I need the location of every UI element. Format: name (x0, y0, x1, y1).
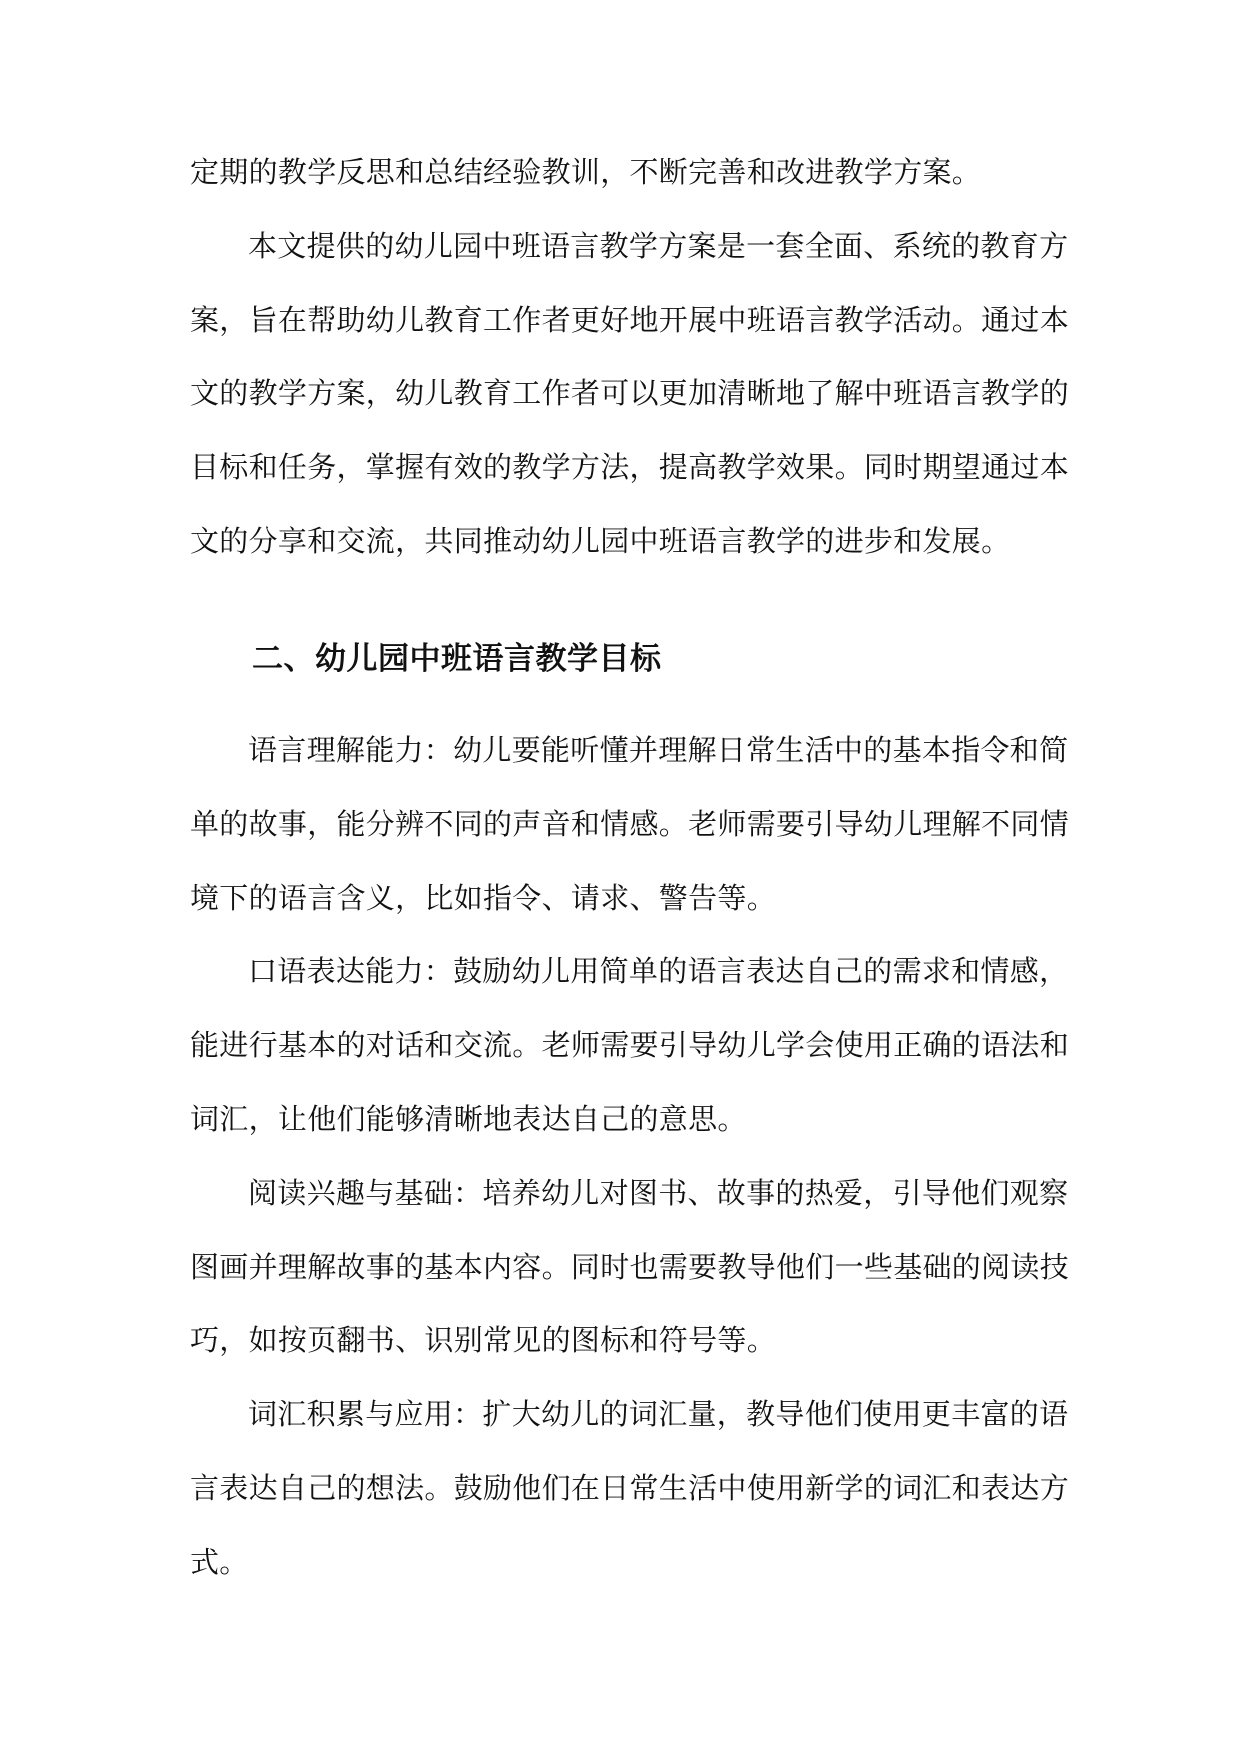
paragraph-line: 词汇积累与应用：扩大幼儿的词汇量，教导他们使用更丰富的语 (248, 1397, 1069, 1432)
paragraph-line: 巧，如按页翻书、识别常见的图标和符号等。 (190, 1323, 777, 1358)
paragraph-line: 目标和任务，掌握有效的教学方法，提高教学效果。同时期望通过本 (190, 450, 1070, 485)
paragraph-line: 能进行基本的对话和交流。老师需要引导幼儿学会使用正确的语法和 (190, 1028, 1070, 1063)
section-heading: 二、幼儿园中班语言教学目标 (252, 641, 662, 677)
paragraph-line: 文的教学方案，幼儿教育工作者可以更加清晰地了解中班语言教学的 (190, 376, 1070, 411)
goals-text-block (190, 714, 1070, 1600)
paragraph-line: 定期的教学反思和总结经验教训，不断完善和改进教学方案。 (190, 155, 982, 189)
paragraph-line: 口语表达能力：鼓励幼儿用简单的语言表达自己的需求和情感， (248, 954, 1069, 989)
paragraph-line: 图画并理解故事的基本内容。同时也需要教导他们一些基础的阅读技 (190, 1249, 1070, 1284)
paragraph-line: 言表达自己的想法。鼓励他们在日常生活中使用新学的词汇和表达方 (190, 1470, 1070, 1505)
paragraph-line: 式。 (190, 1544, 249, 1579)
paragraph-line: 阅读兴趣与基础：培养幼儿对图书、故事的热爱，引导他们观察 (248, 1175, 1069, 1210)
paragraph-line: 语言理解能力：幼儿要能听懂并理解日常生活中的基本指令和简 (248, 733, 1069, 767)
paragraph-line: 单的故事，能分辨不同的声音和情感。老师需要引导幼儿理解不同情 (190, 806, 1070, 841)
intro-text-block (190, 136, 1070, 579)
paragraph-line: 词汇，让他们能够清晰地表达自己的意思。 (190, 1101, 747, 1136)
paragraph-line: 境下的语言含义，比如指令、请求、警告等。 (190, 880, 777, 915)
paragraph-line: 本文提供的幼儿园中班语言教学方案是一套全面、系统的教育方 (248, 228, 1069, 263)
paragraph-line: 文的分享和交流，共同推动幼儿园中班语言教学的进步和发展。 (190, 523, 1011, 558)
paragraph-line: 案，旨在帮助幼儿教育工作者更好地开展中班语言教学活动。通过本 (190, 302, 1070, 337)
